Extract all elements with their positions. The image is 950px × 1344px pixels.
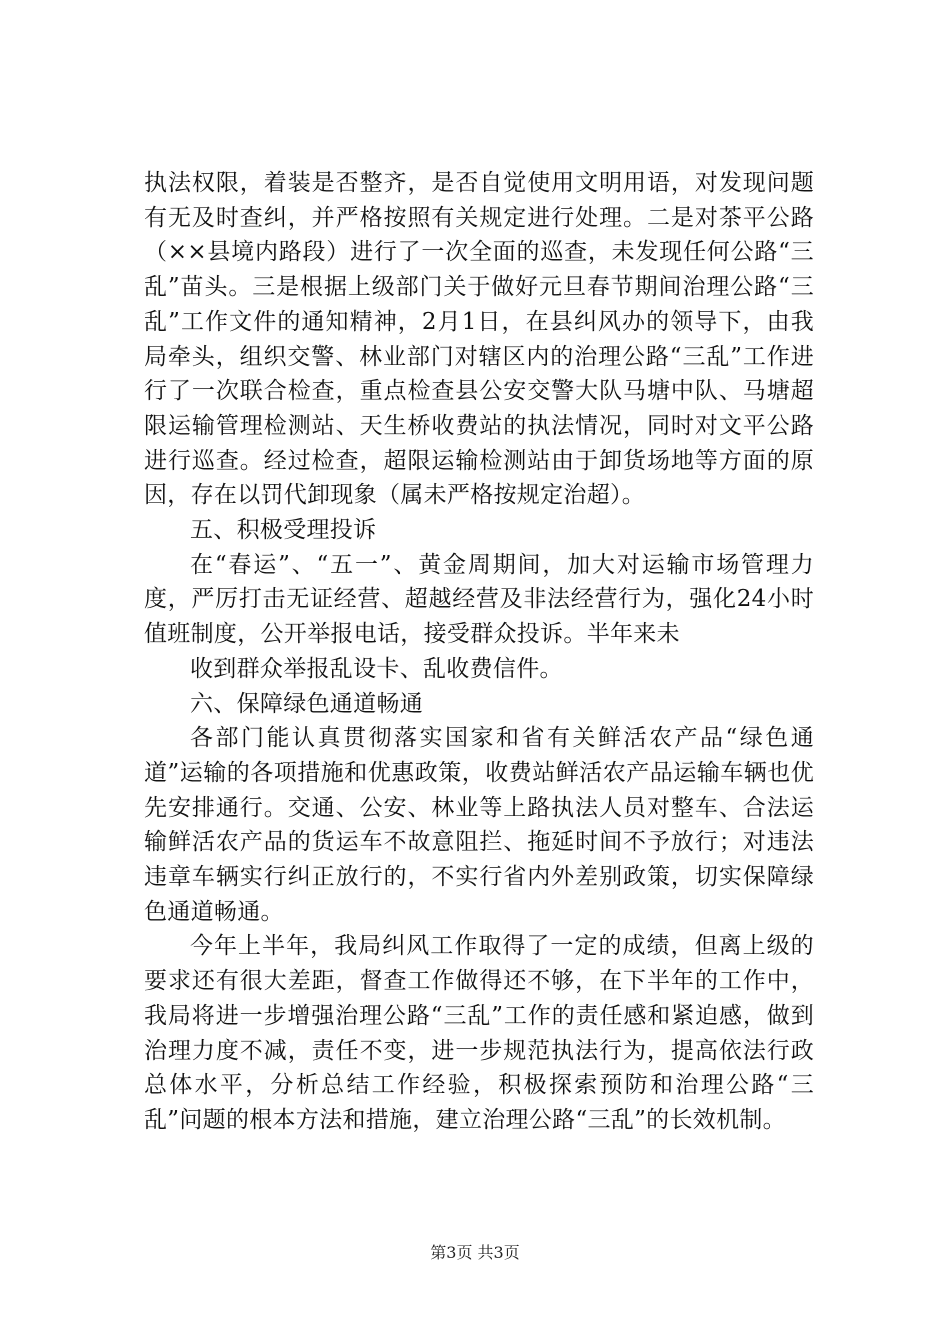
paragraph-inspection-details: 执法权限，着装是否整齐，是否自觉使用文明用语，对发现问题有无及时查纠，并严格按照有关规定进行处理。二是对茶平公路（××县境内路段）进行了一次全面的巡查，未发现任何公路“三乱”苗头。三是根据上级部门关于做好元旦春节期间治理公路“三乱”工作文件的通知精神，2月1日，在县纠风办的领导下，由我局牵头，组织交警、林业部门对辖区内的治理公路“三乱”工作进行了一次联合检查，重点检查县公安交警大队马塘中队、马塘超限运输管理检测站、天生桥收费站的执法情况，同时对文平公路进行巡查。经过检查，超限运输检测站由于卸货场地等方面的原因，存在以罚代卸现象（属未严格按规定治超）。 [144,170,814,509]
section-heading-complaints: 五、积极受理投诉 [190,517,377,544]
document-body [144,166,814,1138]
section-heading-green-channel: 六、保障绿色通道畅通 [190,690,423,717]
paragraph-green-channel: 各部门能认真贯彻落实国家和省有关鲜活农产品“绿色通道”运输的各项措施和优惠政策，收费站鲜活农产品运输车辆也优先安排通行。交通、公安、林业等上路执法人员对整车、合法运输鲜活农产品的货运车不故意阻拦、拖延时间不予放行；对违法违章车辆实行纠正放行的，不实行省内外差别政策，切实保障绿色通道畅通。 [144,725,814,925]
paragraph-complaints-continued: 收到群众举报乱设卡、乱收费信件。 [190,655,563,682]
page-number-footer: 第3页 共3页 [430,1243,520,1262]
paragraph-summary: 今年上半年，我局纠风工作取得了一定的成绩，但离上级的要求还有很大差距，督查工作做得还不够，在下半年的工作中，我局将进一步增强治理公路“三乱”工作的责任感和紧迫感，做到治理力度不减，责任不变，进一步规范执法行为，提高依法行政总体水平，分析总结工作经验，积极探索预防和治理公路“三乱”问题的根本方法和措施，建立治理公路“三乱”的长效机制。 [144,933,814,1133]
paragraph-complaints: 在“春运”、“五一”、黄金周期间，加大对运输市场管理力度，严厉打击无证经营、超越经营及非法经营行为，强化24小时值班制度，公开举报电话，接受群众投诉。半年来未 [144,551,814,648]
